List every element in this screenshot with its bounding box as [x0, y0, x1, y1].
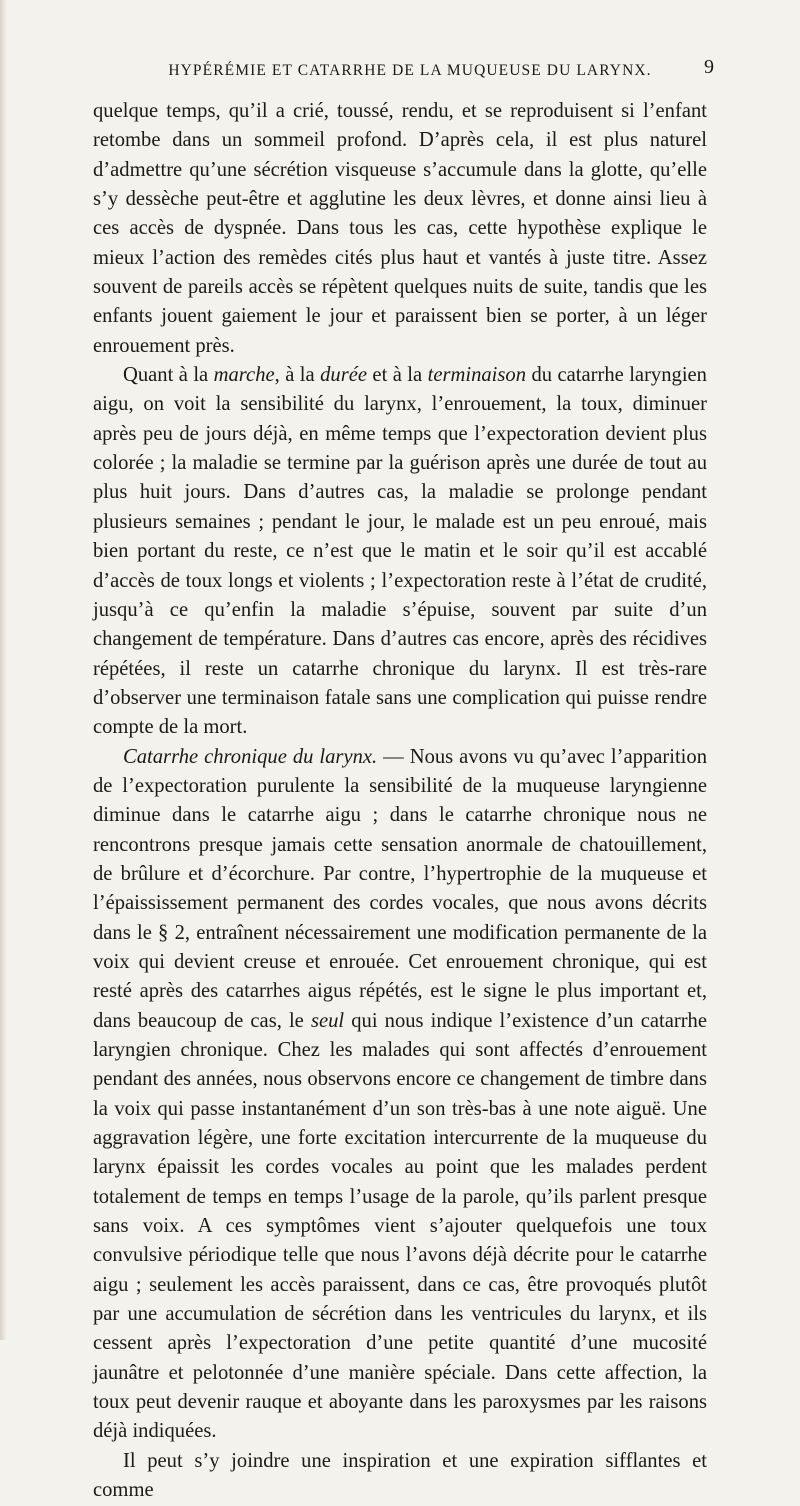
- term-terminaison: terminaison: [427, 364, 527, 387]
- term-seul: seul: [310, 1009, 345, 1032]
- paragraph-4-text: Il peut s’y joindre une inspiration et une expiration sifflantes et comme: [93, 1449, 707, 1502]
- paragraph-3: [93, 743, 707, 1447]
- page-gutter-shadow: [0, 0, 7, 1340]
- paragraph-2-text-b: , à la: [274, 364, 321, 387]
- paragraph-3-text-b: qui nous indique l’existence d’un catarrhe laryngien chronique. Chez les malades qui sont affectés d’enrouement pendant des années, nous observons encore ce changement de timbre dans la voix qui passe instantanément d’un son très-bas à une note aiguë. Une aggravation légère, une forte excitation intercurrente de la muqueuse du larynx épaissit les cordes vocales au point que les malades perdent totalement de temps en temps l’usage de la parole, qu’ils parlent presque sans voix. A ces symptômes vient s’ajouter quelquefois une toux convulsive périodique telle que nous l’avons déjà décrite pour le catarrhe aigu ; seulement les accès paraissent, dans ce cas, être provoqués plutôt par une accumulation de sécrétion dans les ventricules du larynx, et ils cessent après l’expectoration d’une petite quantité d’une mucosité jaunâtre et pelotonnée d’une manière spéciale. Dans cette affection, la toux peut devenir rauque et aboyante dans les paroxysmes par les raisons déjà indiquées.: [93, 1009, 707, 1443]
- paragraph-2-text-d: du catarrhe laryngien aigu, on voit la sensibilité du larynx, l’enrouement, la toux, diminuer après peu de jours déjà, en même temps que l’expectoration devient plus colorée ; la maladie se termine par la guérison après une durée de tout au plus huit jours. Dans d’autres cas, la maladie se prolonge pendant plusieurs semaines ; pendant le jour, le malade est un peu enroué, mais bien portant du reste, ce n’est que le matin et le soir qu’il est accablé d’accès de toux longs et violents ; l’expectoration reste à l’état de crudité, jusqu’à ce qu’enfin la maladie s’épuise, souvent par suite d’un changement de température. Dans d’autres cas encore, après des récidives répétées, il reste un catarrhe chronique du larynx. Il est très-rare d’observer une terminaison fatale sans une complication qui puisse rendre compte de la mort.: [93, 364, 707, 739]
- term-duree: durée: [320, 364, 367, 387]
- paragraph-2-text-c: et à la: [367, 364, 428, 387]
- paragraph-4: [93, 1447, 707, 1506]
- paragraph-1-text: quelque temps, qu’il a crié, toussé, rendu, et se reproduisent si l’enfant retombe dans un sommeil profond. D’après cela, il est plus naturel d’admettre qu’une sécrétion visqueuse s’accumule dans la glotte, qu’elle s’y dessèche peut-être et agglutine les deux lèvres, et donne ainsi lieu à ces accès de dyspnée. Dans tous les cas, cette hypothèse explique le mieux l’action des remèdes cités plus haut et vantés à juste titre. Assez souvent de pareils accès se répètent quelques nuits de suite, tandis que les enfants jouent gaiement le jour et paraissent bien se porter, à un léger enrouement près.: [93, 100, 707, 357]
- section-heading-catarrhe-chronique: Catarrhe chronique du larynx.: [123, 745, 378, 768]
- running-head: HYPÉRÉMIE ET CATARRHE DE LA MUQUEUSE DU LARYNX.: [168, 62, 652, 79]
- body-text: [93, 97, 707, 1506]
- page-number: 9: [704, 56, 714, 78]
- paragraph-2-text-a: Quant à la: [123, 364, 214, 387]
- paragraph-1: [93, 97, 707, 361]
- term-marche: marche: [213, 364, 275, 387]
- paragraph-3-text-a: — Nous avons vu qu’avec l’apparition de l’expectoration purulente la sensibilité de la muqueuse laryngienne diminue dans le catarrhe aigu ; dans le catarrhe chronique nous ne rencontrons presque jamais cette sensation anormale de chatouillement, de brûlure et d’écorchure. Par contre, l’hypertrophie de la muqueuse et l’épaississement permanent des cordes vocales, que nous avons décrits dans le § 2, entraînent nécessairement une modification permanente de la voix qui devient creuse et enrouée. Cet enrouement chronique, qui est resté après des catarrhes aigus répétés, est le signe le plus important et, dans beaucoup de cas, le: [93, 745, 707, 1032]
- paragraph-2: [93, 361, 707, 742]
- page-header: [120, 56, 714, 90]
